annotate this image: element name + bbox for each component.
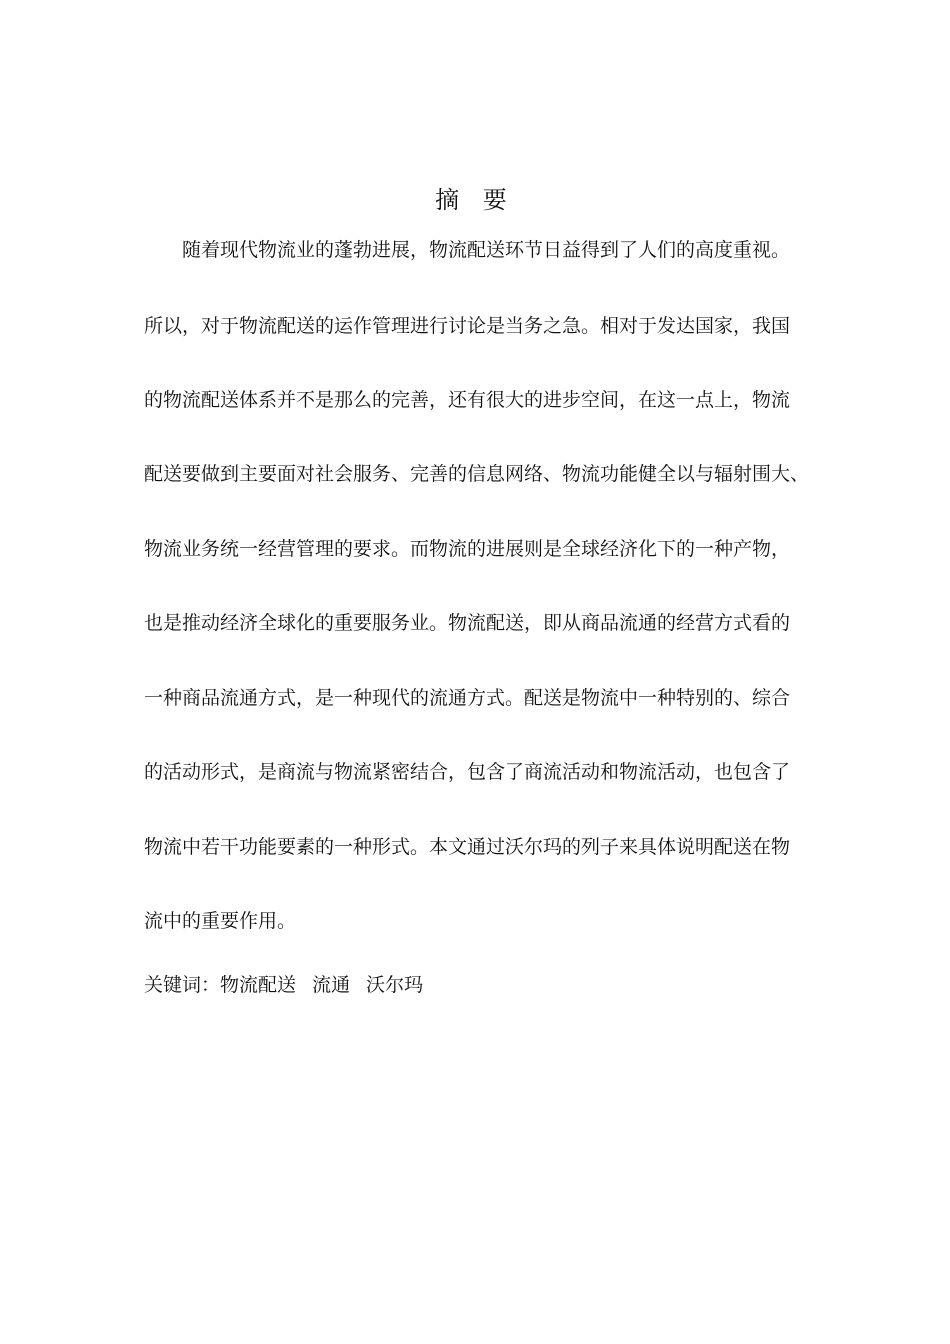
page-title: 摘 要	[435, 186, 515, 214]
body-line-5: 物流业务统一经营管理的要求。而物流的进展则是全球经济化下的一种产物，	[144, 538, 791, 560]
body-line-10: 流中的重要作用。	[144, 910, 297, 932]
body-line-4: 配送要做到主要面对社会服务、完善的信息网络、物流功能健全以与辐射围大、	[144, 463, 810, 485]
body-line-1: 随着现代物流业的蓬勃进展，物流配送环节日益得到了人们的高度重视。	[144, 239, 791, 261]
keywords-line	[144, 972, 433, 998]
body-line-8: 的活动形式，是商流与物流紧密结合，包含了商流活动和物流活动，也包含了	[144, 761, 791, 783]
body-line-6: 也是推动经济全球化的重要服务业。物流配送，即从商品流通的经营方式看的	[144, 612, 791, 634]
body-line-7: 一种商品流通方式，是一种现代的流通方式。配送是物流中一种特别的、综合	[144, 687, 791, 709]
body-line-3: 的物流配送体系并不是那么的完善，还有很大的进步空间，在这一点上，物流	[144, 389, 791, 411]
keyword-item: 沃尔玛	[366, 974, 424, 996]
body-line-2: 所以，对于物流配送的运作管理进行讨论是当务之急。相对于发达国家，我国	[144, 315, 791, 337]
keywords-label: 关键词：	[144, 974, 221, 996]
body-line-9: 物流中若干功能要素的一种形式。本文通过沃尔玛的列子来具体说明配送在物	[144, 836, 791, 858]
keyword-item: 物流配送	[220, 974, 297, 996]
keyword-item: 流通	[312, 974, 351, 996]
